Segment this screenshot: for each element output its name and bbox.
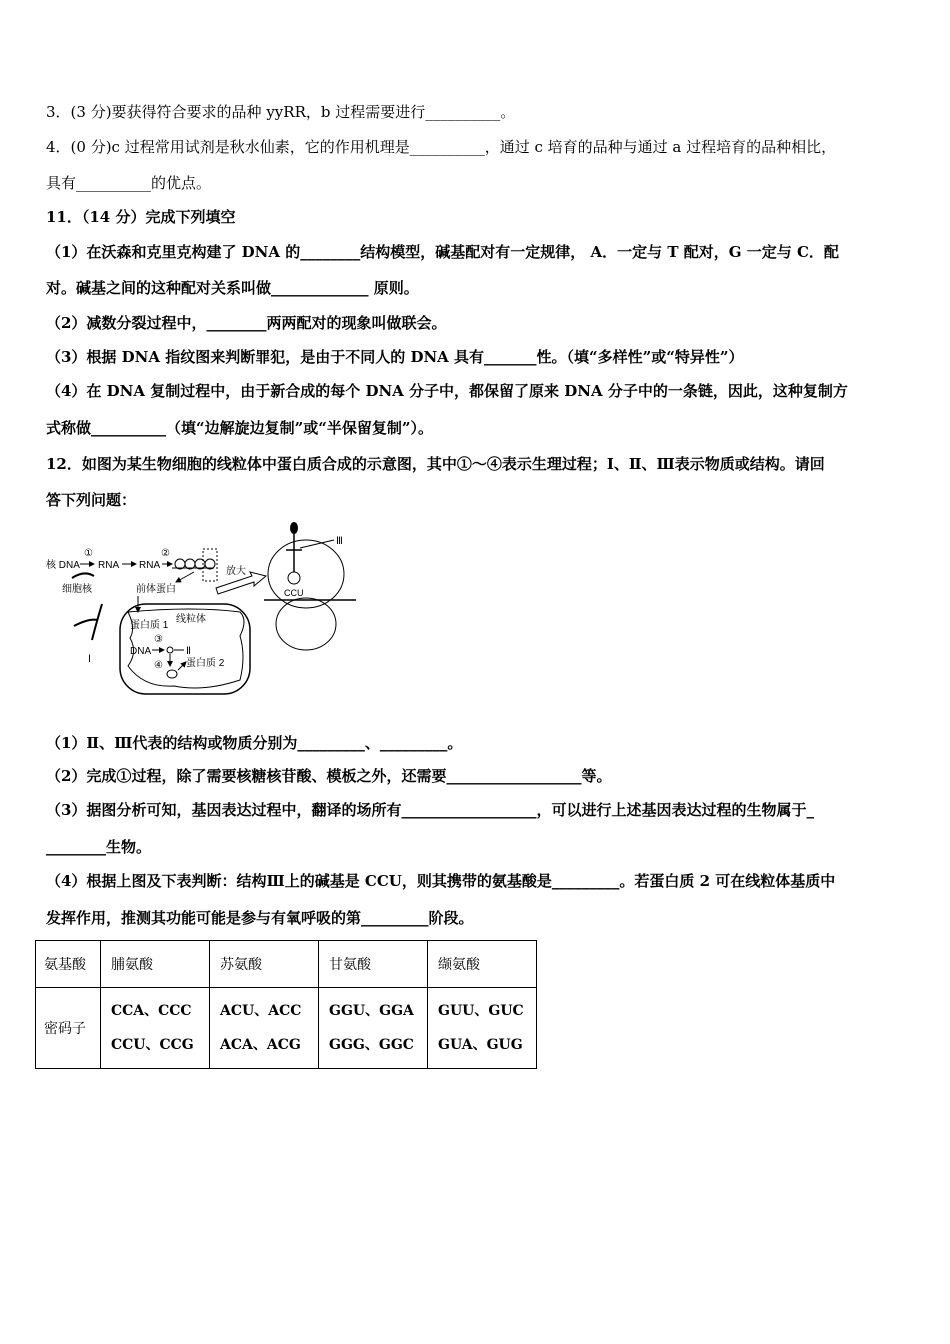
codon-table bbox=[35, 940, 537, 1069]
magnify-label: 放大 bbox=[226, 566, 246, 577]
question-12-line-2: 答下列问题： bbox=[46, 491, 137, 509]
table-header-row bbox=[36, 941, 537, 988]
question-11-heading: 11．（14 分）完成下列填空 bbox=[46, 208, 236, 226]
step-4-marker: ④ bbox=[154, 660, 163, 671]
step-3-marker: ③ bbox=[154, 634, 163, 645]
precursor-protein-label: 前体蛋白 bbox=[136, 584, 176, 595]
codon-pair: ACA、ACG bbox=[220, 1037, 301, 1053]
question-4-line-1: 4．(0 分)c 过程常用试剂是秋水仙素，它的作用机理是__________，通过 c 培育的品种与通过 a 过程培育的品种相比， bbox=[46, 138, 837, 156]
protein-1-label: 蛋白质 1 bbox=[130, 620, 169, 631]
codon-pair: ACU、ACC bbox=[220, 1003, 302, 1019]
mitochondria-protein-synthesis-diagram bbox=[44, 516, 364, 701]
question-12-part-4-line-2: 发挥作用，推测其功能可能是参与有氧呼吸的第_________阶段。 bbox=[46, 909, 474, 927]
codon-cell bbox=[428, 988, 537, 1069]
question-4-line-2: 具有__________的优点。 bbox=[46, 174, 212, 192]
question-11-part-4-line-1: （4）在 DNA 复制过程中，由于新合成的每个 DNA 分子中，都保留了原来 DNA 分子中的一条链，因此，这种复制方 bbox=[46, 382, 848, 400]
question-12-part-1: （1）Ⅱ、Ⅲ代表的结构或物质分别为_________、_________。 bbox=[46, 734, 463, 752]
question-12-part-2: （2）完成①过程，除了需要核糖核苷酸、模板之外，还需要__________________等。 bbox=[46, 767, 612, 785]
codon-cell bbox=[319, 988, 428, 1069]
protein-2-label: 蛋白质 2 bbox=[186, 658, 225, 669]
protein-2-arrow bbox=[178, 662, 186, 670]
nuclear-membrane bbox=[74, 620, 98, 626]
amino-acid bbox=[290, 522, 298, 534]
label-i: Ⅰ bbox=[88, 654, 91, 665]
step-1-marker: ① bbox=[84, 548, 93, 559]
precursor-arrow bbox=[176, 572, 194, 582]
trna-anticodon-loop bbox=[288, 572, 300, 584]
codon-cell bbox=[101, 988, 210, 1069]
question-11-part-3: （3）根据 DNA 指纹图来判断罪犯，是由于不同人的 DNA 具有_______性。（填“多样性”或“特异性”） bbox=[46, 348, 744, 366]
codon-cell bbox=[210, 988, 319, 1069]
codon-pair: GGG、GGC bbox=[329, 1037, 414, 1053]
rna-label-1: RNA bbox=[98, 560, 120, 571]
question-11-part-4-line-2: 式称做__________（填“边解旋边复制”或“半保留复制”）。 bbox=[46, 419, 434, 437]
anticodon-label: CCU bbox=[284, 588, 304, 598]
table-header-cell: 氨基酸 bbox=[36, 941, 101, 988]
codon-pair: CCA、CCC bbox=[111, 1003, 192, 1019]
codon-pair: GUA、GUG bbox=[438, 1037, 523, 1053]
table-header-cell: 脯氨酸 bbox=[101, 941, 210, 988]
question-12-part-3-line-1: （3）据图分析可知，基因表达过程中，翻译的场所有__________________，可以进行上述基因表达过程的生物属于_ bbox=[46, 801, 814, 819]
question-11-part-1-line-1: （1）在沃森和克里克构建了 DNA 的________结构模型，碱基配对有一定规律， A．一定与 T 配对，G 一定与 C．配 bbox=[46, 243, 839, 261]
mito-dna-label: DNA bbox=[130, 646, 152, 657]
step-2-marker: ② bbox=[161, 548, 170, 559]
question-12-line-1: 12．如图为某生物细胞的线粒体中蛋白质合成的示意图，其中①～④表示生理过程；Ⅰ、Ⅱ、Ⅲ表示物质或结构。请回 bbox=[46, 455, 825, 473]
label-ii: Ⅱ bbox=[186, 646, 191, 657]
question-11-part-2: （2）减数分裂过程中，________两两配对的现象叫做联会。 bbox=[46, 314, 447, 332]
structure-i-membrane bbox=[92, 604, 102, 640]
magnified-ribosome-small-subunit bbox=[276, 598, 336, 650]
label-iii: Ⅲ bbox=[336, 536, 343, 547]
table-header-cell: 缬氨酸 bbox=[428, 941, 537, 988]
codon-pair: GGU、GGA bbox=[329, 1003, 414, 1019]
rna-label-2: RNA bbox=[139, 560, 161, 571]
question-3: 3．(3 分)要获得符合要求的品种 yyRR，b 过程需要进行__________。 bbox=[46, 103, 516, 121]
mito-ribosome bbox=[167, 670, 177, 678]
question-12-part-3-line-2: ________生物。 bbox=[46, 838, 152, 856]
table-row bbox=[36, 988, 537, 1069]
nuclear-membrane bbox=[72, 573, 94, 578]
table-header-cell: 苏氨酸 bbox=[210, 941, 319, 988]
nucleus-label: 细胞核 bbox=[62, 584, 92, 595]
question-12-part-4-line-1: （4）根据上图及下表判断：结构Ⅲ上的碱基是 CCU，则其携带的氨基酸是_________。若蛋白质 2 可在线粒体基质中 bbox=[46, 872, 836, 890]
codon-pair: GUU、GUC bbox=[438, 1003, 524, 1019]
row-label-cell: 密码子 bbox=[36, 988, 101, 1069]
mito-rna-node bbox=[167, 647, 173, 653]
mitochondrion-label: 线粒体 bbox=[176, 614, 206, 625]
trna-structure-iii bbox=[286, 534, 302, 572]
nuclear-dna-label: 核 DNA bbox=[46, 560, 80, 571]
question-11-part-1-line-2: 对。碱基之间的这种配对关系叫做_____________ 原则。 bbox=[46, 279, 419, 297]
table-header-cell: 甘氨酸 bbox=[319, 941, 428, 988]
codon-pair: CCU、CCG bbox=[111, 1037, 194, 1053]
